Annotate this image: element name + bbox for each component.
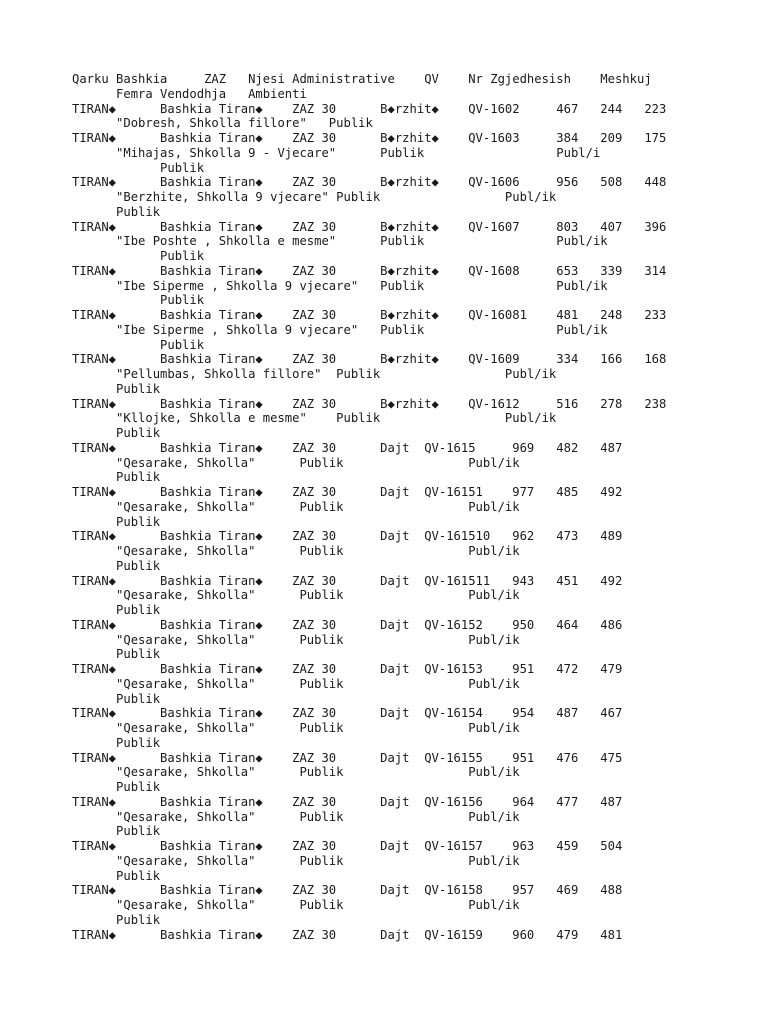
document-line: "Pellumbas, Shkolla fillore" Publik Publ/ik — [72, 367, 557, 381]
document-line: Publik — [72, 337, 205, 352]
document-line: TIRAN◆ Bashkia Tiran◆ ZAZ 30 Dajt QV-16155 951 476 475 — [72, 750, 623, 765]
document-line: TIRAN◆ Bashkia Tiran◆ ZAZ 30 Dajt QV-16151 977 485 492 — [72, 485, 623, 499]
document-line: "Berzhite, Shkolla 9 vjecare" Publik Publ/ik — [72, 190, 557, 204]
document-line: Publik — [72, 603, 161, 617]
document-line: TIRAN◆ Bashkia Tiran◆ ZAZ 30 B◆rzhit◆ QV-1612 516 278 238 — [72, 396, 667, 411]
document-line: Publik — [72, 204, 161, 219]
document-line: "Qesarake, Shkolla" Publik Publ/ik — [72, 721, 520, 735]
document-line: "Qesarake, Shkolla" Publik Publ/ik — [72, 853, 520, 868]
document-line: "Qesarake, Shkolla" Publik Publ/ik — [72, 676, 520, 691]
document-line: Publik — [72, 249, 205, 263]
document-line: Publik — [72, 293, 205, 308]
document-line: "Qesarake, Shkolla" Publik Publ/ik — [72, 765, 520, 780]
document-line: Publik — [72, 426, 161, 440]
document-line: TIRAN◆ Bashkia Tiran◆ ZAZ 30 B◆rzhit◆ QV-1602 467 244 223 — [72, 101, 667, 116]
document-line: TIRAN◆ Bashkia Tiran◆ ZAZ 30 Dajt QV-16156 964 477 487 — [72, 794, 623, 809]
document-line: Publik — [72, 470, 161, 485]
document-line: TIRAN◆ Bashkia Tiran◆ ZAZ 30 Dajt QV-161510 962 473 489 — [72, 529, 623, 544]
document-line: Publik — [72, 735, 161, 750]
document-line: Publik — [72, 824, 161, 839]
document-line: Qarku Bashkia ZAZ Njesi Administrative QV Nr Zgjedhesish Meshkuj — [72, 72, 652, 86]
document-line: Publik — [72, 160, 205, 175]
document-line: TIRAN◆ Bashkia Tiran◆ ZAZ 30 B◆rzhit◆ QV-1608 653 339 314 — [72, 263, 667, 278]
document-line: "Dobresh, Shkolla fillore" Publik — [72, 116, 373, 131]
document-line: "Mihajas, Shkolla 9 - Vjecare" Publik Publ/i — [72, 145, 601, 160]
document-line: TIRAN◆ Bashkia Tiran◆ ZAZ 30 Dajt QV-16157 963 459 504 — [72, 839, 623, 853]
document-line: Publik — [72, 514, 161, 529]
document-line: "Qesarake, Shkolla" Publik Publ/ik — [72, 499, 520, 514]
document-line: TIRAN◆ Bashkia Tiran◆ ZAZ 30 Dajt QV-161511 943 451 492 — [72, 573, 623, 588]
document-line: TIRAN◆ Bashkia Tiran◆ ZAZ 30 B◆rzhit◆ QV-1606 956 508 448 — [72, 175, 667, 190]
document-line: TIRAN◆ Bashkia Tiran◆ ZAZ 30 Dajt QV-16154 954 487 467 — [72, 706, 623, 721]
document-line: Publik — [72, 381, 161, 396]
document-text — [72, 72, 752, 942]
document-line: "Ibe Poshte , Shkolla e mesme" Publik Publ/ik — [72, 234, 608, 249]
document-line: "Qesarake, Shkolla" Publik Publ/ik — [72, 588, 520, 603]
document-line: Publik — [72, 912, 161, 927]
document-line: TIRAN◆ Bashkia Tiran◆ ZAZ 30 B◆rzhit◆ QV-1603 384 209 175 — [72, 131, 667, 145]
document-line: "Qesarake, Shkolla" Publik Publ/ik — [72, 632, 520, 647]
document-line: TIRAN◆ Bashkia Tiran◆ ZAZ 30 Dajt QV-16159 960 479 481 — [72, 927, 623, 942]
document-line: Publik — [72, 647, 161, 662]
document-line: TIRAN◆ Bashkia Tiran◆ ZAZ 30 B◆rzhit◆ QV-16081 481 248 233 — [72, 308, 667, 322]
document-line: Publik — [72, 868, 161, 883]
document-line: "Ibe Siperme , Shkolla 9 vjecare" Publik Publ/ik — [72, 322, 608, 337]
document-line: Publik — [72, 691, 161, 706]
document-line: Publik — [72, 558, 161, 573]
document-line: Femra Vendodhja Ambienti — [72, 86, 307, 101]
document-line: TIRAN◆ Bashkia Tiran◆ ZAZ 30 Dajt QV-16158 957 469 488 — [72, 883, 623, 898]
document-line: "Qesarake, Shkolla" Publik Publ/ik — [72, 809, 520, 824]
document-line: TIRAN◆ Bashkia Tiran◆ ZAZ 30 Dajt QV-16153 951 472 479 — [72, 662, 623, 676]
document-line: TIRAN◆ Bashkia Tiran◆ ZAZ 30 B◆rzhit◆ QV-1609 334 166 168 — [72, 352, 667, 367]
document-line: "Kllojke, Shkolla e mesme" Publik Publ/ik — [72, 411, 557, 426]
document-line: "Ibe Siperme , Shkolla 9 vjecare" Publik Publ/ik — [72, 278, 608, 293]
document-line: TIRAN◆ Bashkia Tiran◆ ZAZ 30 B◆rzhit◆ QV-1607 803 407 396 — [72, 219, 667, 234]
document-line: "Qesarake, Shkolla" Publik Publ/ik — [72, 455, 520, 470]
document-line: TIRAN◆ Bashkia Tiran◆ ZAZ 30 Dajt QV-16152 950 464 486 — [72, 617, 623, 632]
document-line: Publik — [72, 780, 161, 794]
document-line: "Qesarake, Shkolla" Publik Publ/ik — [72, 544, 520, 558]
document-line: TIRAN◆ Bashkia Tiran◆ ZAZ 30 Dajt QV-1615 969 482 487 — [72, 440, 623, 455]
document-line: "Qesarake, Shkolla" Publik Publ/ik — [72, 898, 520, 912]
